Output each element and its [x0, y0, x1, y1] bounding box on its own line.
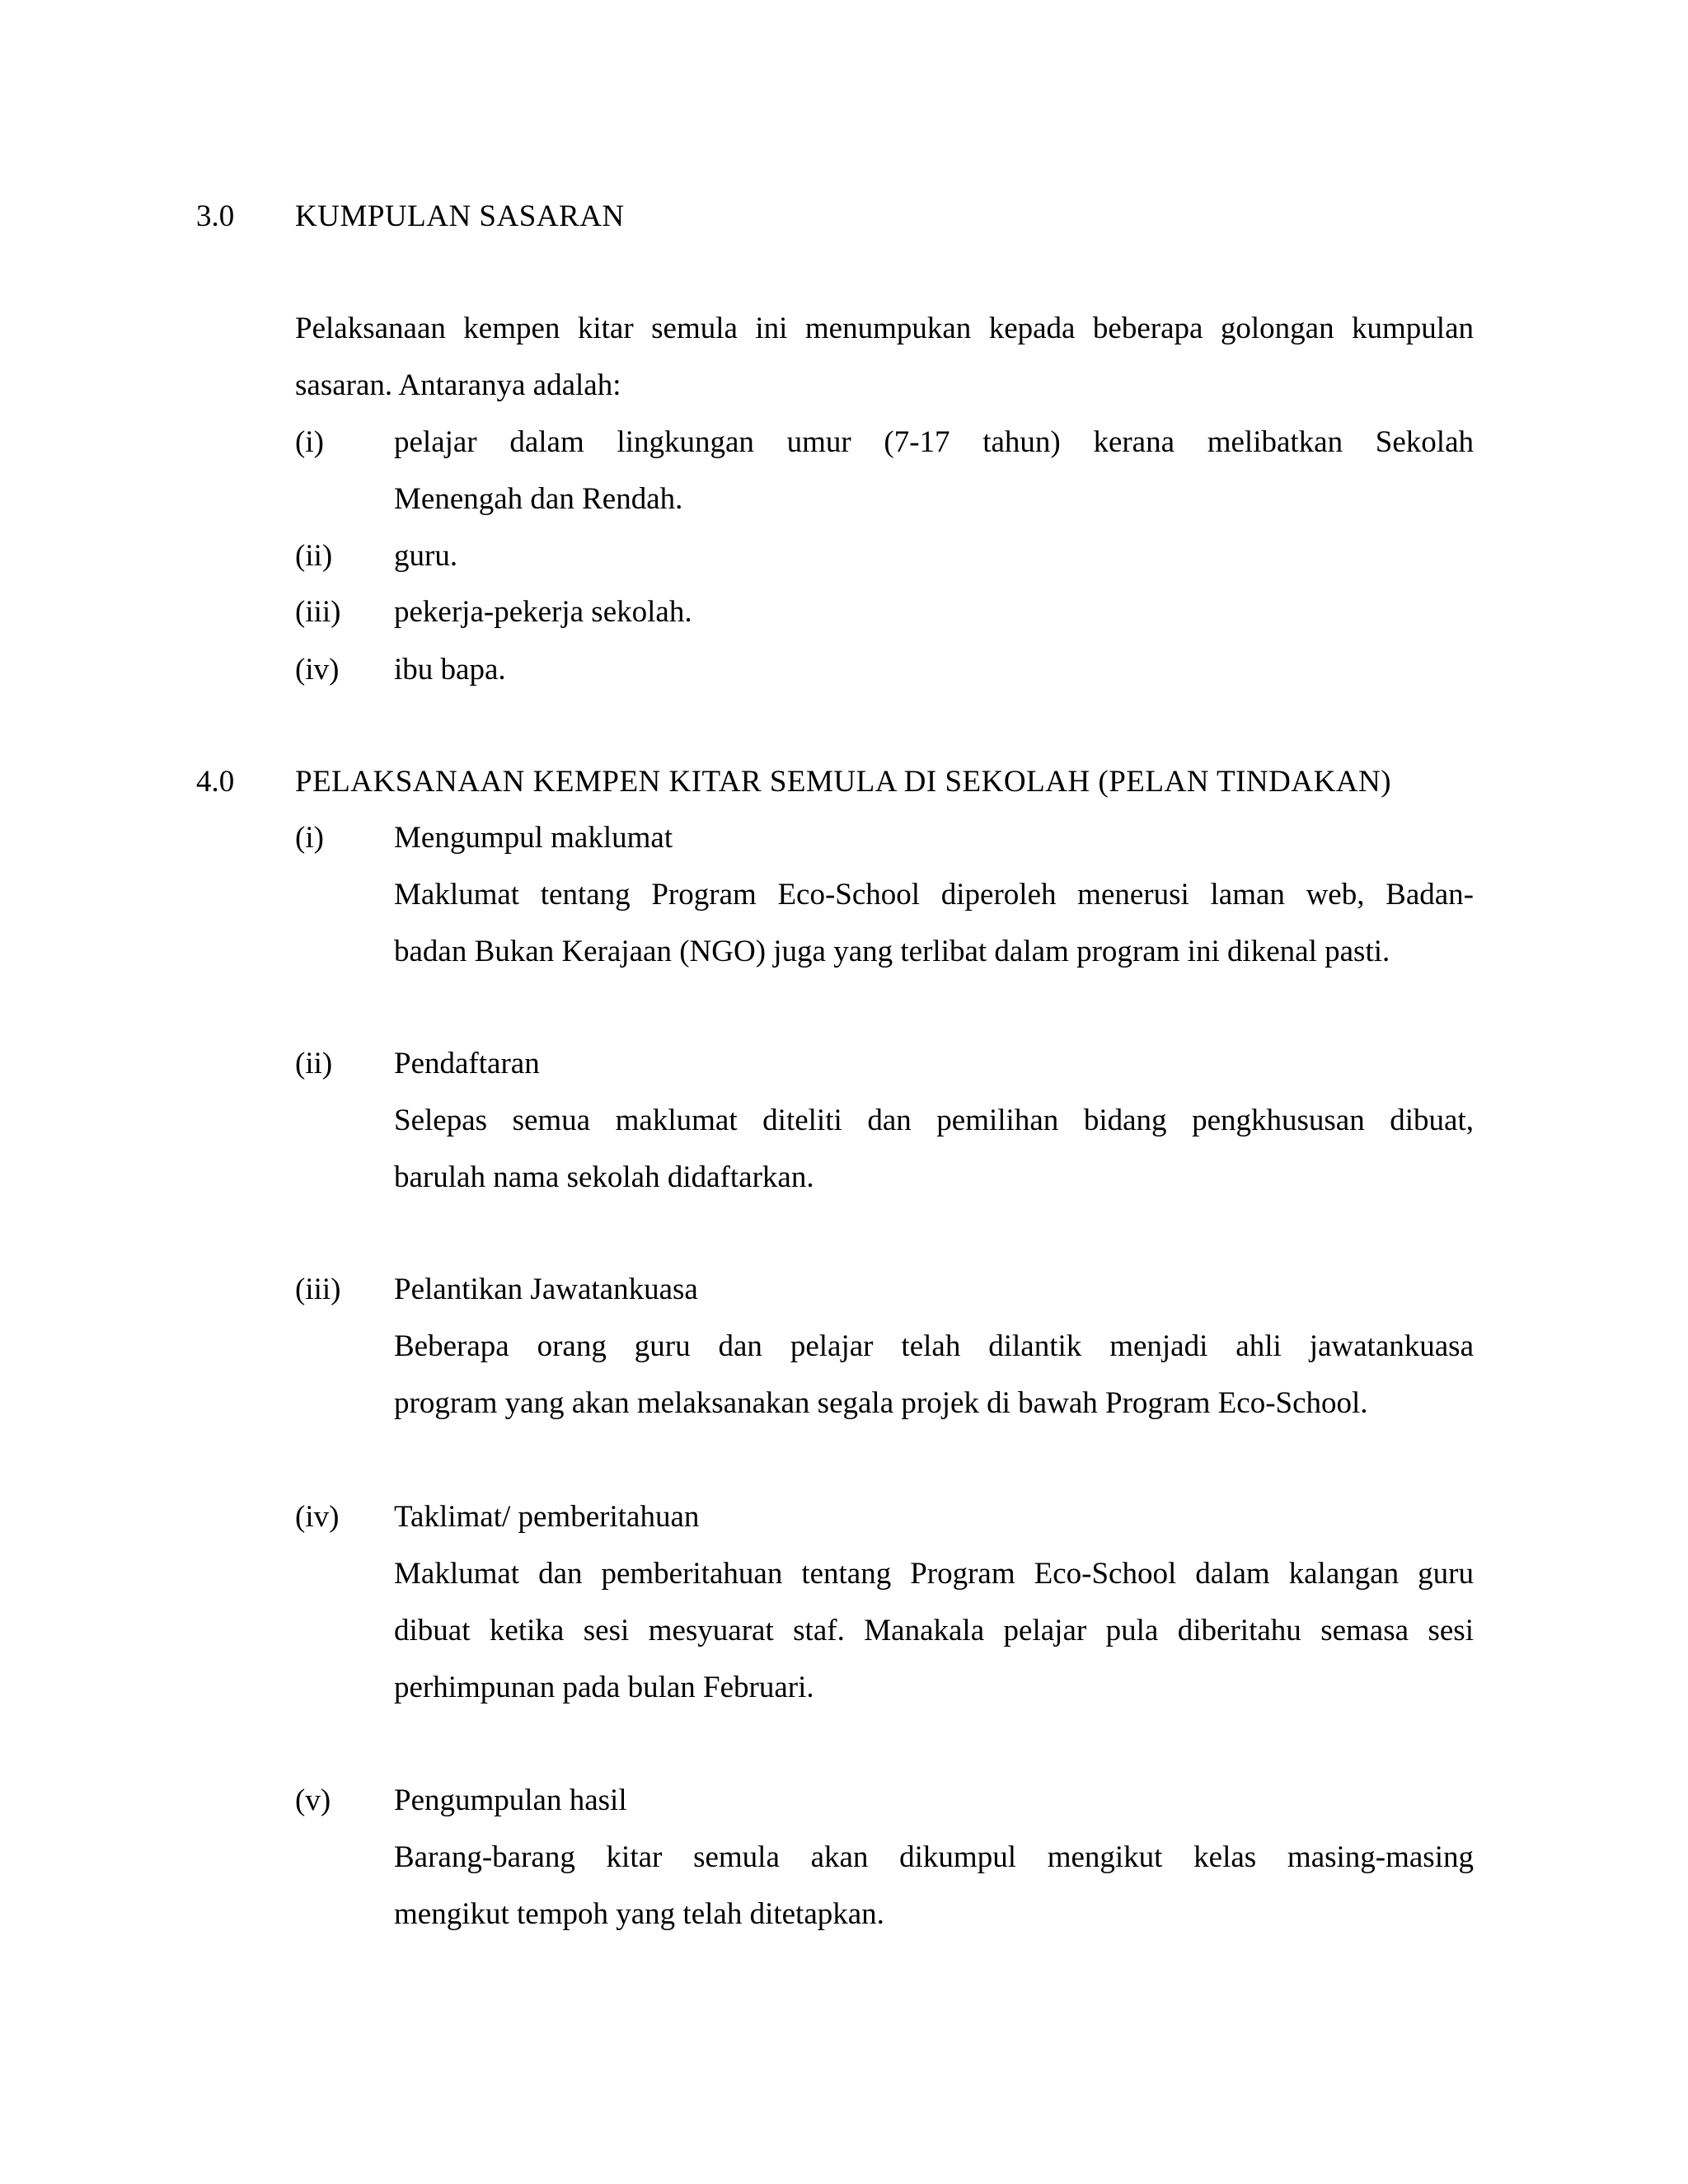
section-4-title: PELAKSANAAN KEMPEN KITAR SEMULA DI SEKOLAH (PELAN TINDAKAN)	[295, 765, 1392, 799]
section-3-intro	[295, 300, 1474, 414]
list-item-heading: Pendaftaran	[394, 1047, 540, 1080]
list-item-line-1: Maklumat dan pemberitahuan tentang Program Eco-School dalam kalangan guru	[394, 1557, 1474, 1591]
list-marker: (v)	[295, 1783, 331, 1817]
list-item-heading: Pengumpulan hasil	[394, 1783, 627, 1817]
list-marker: (i)	[295, 425, 324, 459]
list-item-line-2: dibuat ketika sesi mesyuarat staf. Manakala pelajar pula diberitahu semasa sesi	[394, 1614, 1474, 1647]
list-item-content	[394, 1488, 1474, 1716]
list-item-line-1: guru.	[394, 539, 458, 573]
list-item-line-2: program yang akan melaksanakan segala projek di bawah Program Eco-School.	[394, 1386, 1368, 1420]
list-marker: (iv)	[295, 1500, 340, 1534]
list-item-line-2: Menengah dan Rendah.	[394, 482, 683, 516]
section-3-heading	[196, 188, 1482, 245]
section-3-title: KUMPULAN SASARAN	[295, 199, 625, 233]
list-item-heading: Pelantikan Jawatankuasa	[394, 1272, 698, 1306]
list-item-line-1: pekerja-pekerja sekolah.	[394, 595, 692, 629]
section-3-intro-line-2: sasaran. Antaranya adalah:	[295, 368, 621, 402]
section-4-heading	[196, 753, 1482, 810]
section-3-intro-line-1: Pelaksanaan kempen kitar semula ini menumpukan kepada beberapa golongan kumpulan	[295, 312, 1474, 345]
list-marker: (ii)	[295, 1047, 333, 1080]
list-item-line-2: badan Bukan Kerajaan (NGO) juga yang terlibat dalam program ini dikenal pasti.	[394, 935, 1390, 968]
list-item-line-1: ibu bapa.	[394, 653, 506, 687]
list-item-line-2: barulah nama sekolah didaftarkan.	[394, 1160, 814, 1194]
list-item-content	[394, 641, 1474, 698]
list-item-content	[394, 583, 1474, 640]
list-item-line-1: Beberapa orang guru dan pelajar telah dilantik menjadi ahli jawatankuasa	[394, 1329, 1474, 1363]
list-item-content	[394, 1772, 1474, 1943]
list-marker: (iv)	[295, 653, 340, 687]
section-3-number: 3.0	[196, 199, 235, 233]
section-4-number: 4.0	[196, 765, 235, 799]
list-marker: (iii)	[295, 1272, 341, 1306]
list-marker: (iii)	[295, 595, 341, 629]
list-item-line-3: perhimpunan pada bulan Februari.	[394, 1671, 814, 1704]
list-item-line-2: mengikut tempoh yang telah ditetapkan.	[394, 1897, 884, 1931]
list-item-content	[394, 414, 1474, 527]
list-item-line-1: Barang-barang kitar semula akan dikumpul mengikut kelas masing-masing	[394, 1840, 1474, 1874]
list-item-line-1: Maklumat tentang Program Eco-School diperoleh menerusi laman web, Badan-	[394, 878, 1474, 912]
list-item-content	[394, 809, 1474, 980]
list-item-content	[394, 527, 1474, 584]
list-item-line-1: Selepas semua maklumat diteliti dan pemilihan bidang pengkhususan dibuat,	[394, 1104, 1474, 1137]
list-item-content	[394, 1261, 1474, 1432]
list-item-content	[394, 1035, 1474, 1206]
list-marker: (i)	[295, 821, 324, 855]
list-item-heading: Taklimat/ pemberitahuan	[394, 1500, 700, 1534]
list-marker: (ii)	[295, 539, 333, 573]
list-item-heading: Mengumpul maklumat	[394, 821, 673, 855]
list-item-line-1: pelajar dalam lingkungan umur (7-17 tahun) kerana melibatkan Sekolah	[394, 425, 1474, 459]
